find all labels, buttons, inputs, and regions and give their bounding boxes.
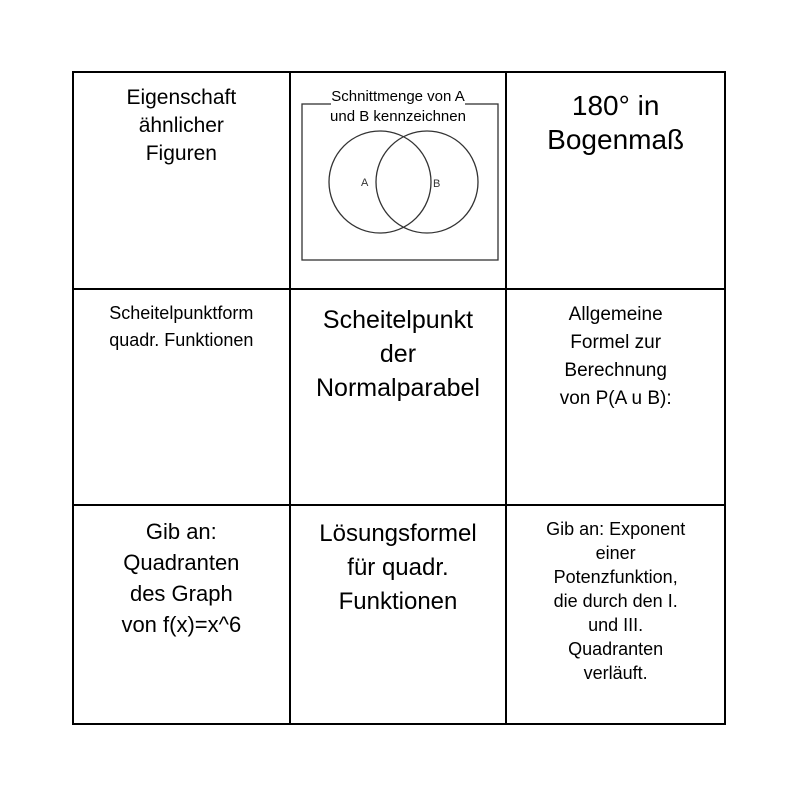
set-a-label: A	[360, 177, 368, 189]
venn-diagram	[291, 73, 506, 288]
universe-rect	[302, 104, 498, 260]
cell-text: Gib an: Exponent einer Potenzfunktion, die durch den I. und III. Quadranten verläuft.	[546, 519, 686, 684]
cell-text: Lösungsformel für quadr. Funktionen	[319, 520, 477, 616]
set-b-circle	[376, 131, 478, 233]
cell-text: Gib an: Quadranten des Graph von f(x)=x^6	[121, 519, 242, 638]
cell-r1c1[interactable]	[74, 73, 291, 290]
cell-text: 180° in Bogenmaß	[547, 90, 685, 155]
cell-r2c2[interactable]	[291, 290, 508, 507]
cell-text: Allgemeine Formel zur Berechnung von P(A u B):	[559, 303, 672, 409]
cell-text: Eigenschaft ähnlicher Figuren	[126, 86, 237, 165]
cell-text: Scheitelpunkt der Normalparabel	[316, 305, 480, 402]
cell-r2c3[interactable]	[507, 290, 724, 507]
cell-r3c1[interactable]	[74, 506, 291, 723]
cell-text: Scheitelpunktform quadr. Funktionen	[109, 302, 254, 350]
cell-r1c3[interactable]	[507, 73, 724, 290]
bingo-board	[72, 71, 726, 725]
cell-r3c3[interactable]	[507, 506, 724, 723]
set-a-circle	[329, 131, 431, 233]
set-b-label: B	[432, 178, 440, 190]
venn-title: Schnittmenge von A und B kennzeichnen	[330, 88, 466, 125]
cell-r3c2[interactable]	[291, 506, 508, 723]
cell-r2c1[interactable]	[74, 290, 291, 507]
cell-r1c2[interactable]	[291, 73, 508, 290]
